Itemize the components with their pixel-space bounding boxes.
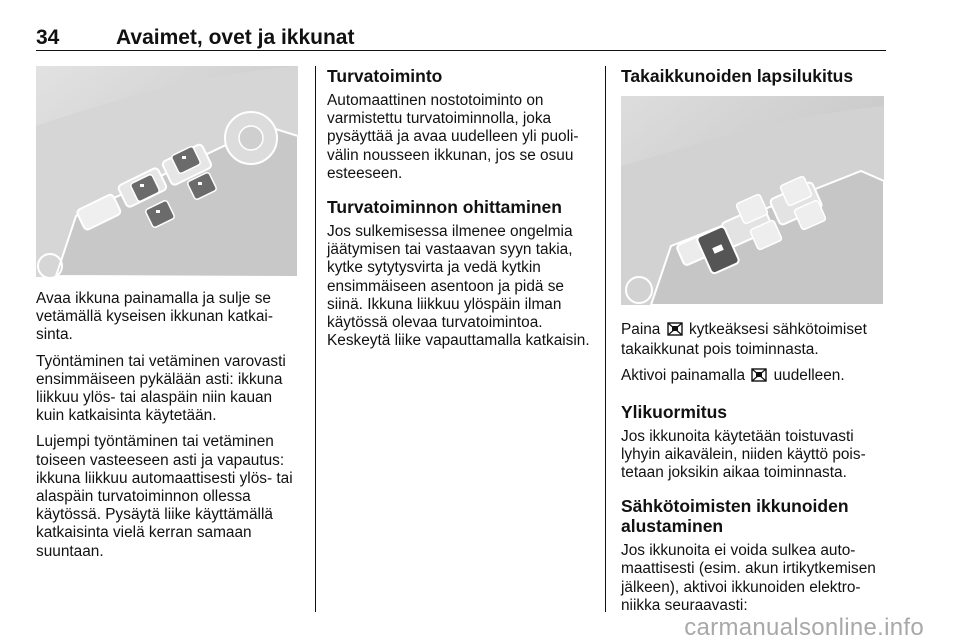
header-rule <box>36 50 886 51</box>
page-header <box>36 20 886 50</box>
watermark: carmanualsonline.info <box>684 614 924 641</box>
paragraph: Jos sulkemisessa ilmenee ongelmia jäätymisen tai vastaavan syyn takia, kytke sytytysvirta ja vedä kytkin ensimmäiseen asentoon ja pidä se siinä. Ikkuna liikkuu ylöspäin ilman käytössä olevaa turvatoimintoa. Keskeytä liike vapauttamalla katkaisin. <box>327 223 590 350</box>
window-child-lock-icon <box>751 368 767 387</box>
paragraph: Automaattinen nostotoiminto on varmistettu turvatoiminnolla, joka pysäyttää ja avaa uudelleen yli puolivälin nousseen ikkunan, jos se osuu esteeseen. <box>327 92 579 182</box>
section-heading: Ylikuormitus <box>621 401 727 422</box>
column-3-text <box>621 321 887 623</box>
column-divider-2 <box>605 66 606 612</box>
column-2-text <box>327 66 593 358</box>
paragraph: Työntäminen tai vetäminen varovasti ensimmäiseen pykälään asti: ikkuna liikkuu ylös- tai alaspäin niin kauan kuin katkaisinta käytetään. <box>36 352 286 425</box>
section-heading: Turvatoiminnon ohittaminen <box>327 197 562 218</box>
paragraph: Lujempi työntäminen tai vetäminen toiseen vasteeseen asti ja vapautus: ikkuna liikkuu automaattisesti ylös- tai alaspäin turvatoiminnon ollessa käytössä. Pysäytä liike käyttämällä katkaisinta vielä kerran samaan suuntaan. <box>36 433 293 560</box>
column-divider-1 <box>315 66 316 612</box>
page-number: 34 <box>36 26 60 49</box>
paragraph: Jos ikkunoita käytetään toistuvasti lyhyin aikavälein, niiden käyttö poistetaan joksikin aikaa toiminnasta. <box>621 427 866 482</box>
paragraph: Avaa ikkuna painamalla ja sulje se vetämällä kyseisen ikkunan katkaisinta. <box>36 290 273 344</box>
text-fragment: kytkeäksesi sähkötoimiset takaikkunat pois toiminnasta. <box>621 321 867 359</box>
paragraph: Jos ikkunoita ei voida sulkea automaattisesti (esim. akun irtikytkemisen jälkeen), aktivoi ikkunoiden elektroniikka seuraavasti: <box>621 542 876 614</box>
paragraph <box>621 367 887 387</box>
paragraph <box>621 321 887 359</box>
text-fragment: Paina <box>621 321 661 338</box>
child-lock-switch-illustration <box>621 96 884 305</box>
column-1-text <box>36 290 302 569</box>
text-fragment: uudelleen. <box>773 367 845 385</box>
window-child-lock-icon <box>667 322 683 341</box>
chapter-title: Avaimet, ovet ja ikkunat <box>116 26 355 49</box>
column-3-heading-block <box>621 66 887 92</box>
section-heading: Takaikkunoiden lapsilukitus <box>621 66 854 86</box>
text-fragment: Aktivoi painamalla <box>621 367 746 385</box>
window-switch-illustration <box>36 66 298 277</box>
section-heading: Sähkötoimisten ikkunoiden alustaminen <box>621 496 849 537</box>
section-heading: Turvatoiminto <box>327 66 443 86</box>
